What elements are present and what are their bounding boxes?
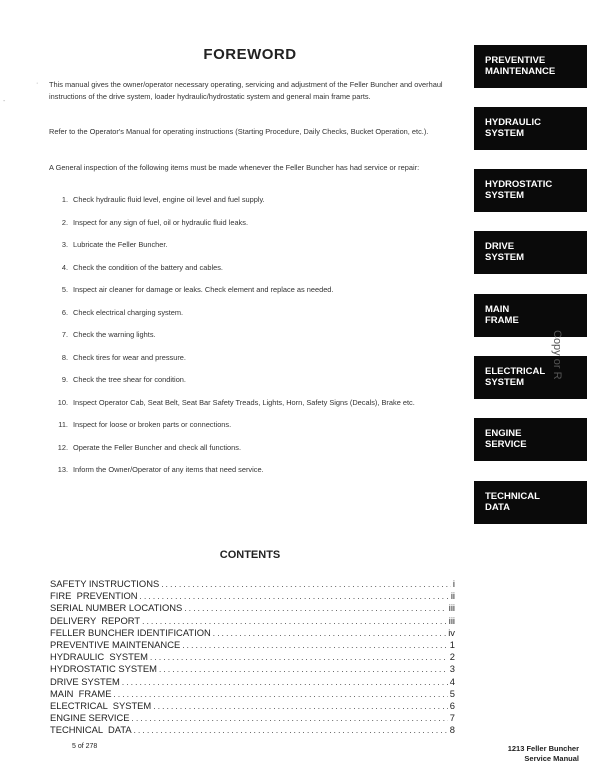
intro-paragraph-1: This manual gives the owner/operator necessary operating, servicing and adjustment of the Feller Buncher and overhaul instructions of the drive system, loader hydraulic/hydrostatic system and general main frame parts.: [49, 80, 443, 101]
list-item: 12. Operate the Feller Buncher and check all functions.: [57, 442, 242, 452]
toc-entry[interactable]: SAFETY INSTRUCTIONS . . . i: [50, 578, 455, 590]
tab-technical-data[interactable]: TECHNICAL DATA: [474, 481, 587, 524]
tab-engine-service[interactable]: ENGINE SERVICE: [474, 418, 587, 461]
list-item: 3. Lubricate the Feller Buncher.: [61, 240, 168, 249]
list-item: 4. Check the condition of the battery and cables.: [61, 262, 223, 272]
page-counter: 5 of 278: [72, 743, 98, 750]
copyright-watermark: Copy or R: [551, 330, 563, 380]
manual-footer: [508, 744, 579, 764]
intro-paragraph-2: Refer to the Operator's Manual for operating instructions (Starting Procedure, Daily Checks, Bucket Operation, etc.).: [49, 127, 429, 136]
list-item: 5. Inspect air cleaner for damage or leaks. Check element and replace as needed.: [61, 285, 334, 294]
toc-entry[interactable]: ELECTRICAL SYSTEM . . . 6: [50, 700, 455, 712]
toc-entry[interactable]: MAIN FRAME . . . 5: [50, 688, 455, 700]
list-item: 10. Inspect Operator Cab, Seat Belt, Seat Bar Safety Treads, Lights, Horn, Safety Signs (Decals), Brake etc.: [57, 397, 415, 407]
toc-entry[interactable]: ENGINE SERVICE . . . 7: [50, 712, 455, 724]
toc-entry[interactable]: HYDRAULIC SYSTEM . . . 2: [50, 651, 455, 663]
page-title: FOREWORD: [203, 46, 297, 63]
tab-hydraulic-system[interactable]: HYDRAULIC SYSTEM: [474, 107, 587, 150]
list-item: 9. Check the tree shear for condition.: [61, 375, 186, 384]
toc-entry[interactable]: SERIAL NUMBER LOCATIONS . . . iii: [50, 602, 455, 614]
intro-paragraph-3: A General inspection of the following items must be made whenever the Feller Buncher has had service or repair:: [49, 163, 420, 172]
margin-mark: -: [3, 98, 6, 105]
list-item: 8. Check tires for wear and pressure.: [61, 352, 186, 362]
toc-entry[interactable]: HYDROSTATIC SYSTEM . . . 3: [50, 663, 455, 675]
list-item: 11. Inspect for loose or broken parts or connections.: [58, 420, 232, 429]
tab-drive-system[interactable]: DRIVE SYSTEM: [474, 231, 587, 274]
toc-entry[interactable]: DRIVE SYSTEM . . . 4: [50, 676, 455, 688]
contents-heading: CONTENTS: [219, 549, 281, 561]
tab-electrical-system[interactable]: ELECTRICAL SYSTEM: [474, 356, 587, 399]
tab-preventive-maintenance[interactable]: PREVENTIVE MAINTENANCE: [474, 45, 587, 88]
list-item: 7. Check the warning lights.: [61, 330, 156, 339]
table-of-contents: [50, 578, 455, 736]
tab-main-frame[interactable]: MAIN FRAME: [474, 294, 587, 337]
list-item: 13. Inform the Owner/Operator of any items that need service.: [57, 465, 264, 474]
toc-entry[interactable]: FIRE PREVENTION . . . ii: [50, 590, 455, 602]
footer-model: 1213 Feller Buncher: [507, 744, 579, 753]
toc-entry[interactable]: DELIVERY REPORT . . . iii: [50, 615, 455, 627]
toc-entry[interactable]: PREVENTIVE MAINTENANCE . . . 1: [50, 639, 455, 651]
footer-manual-type: Service Manual: [524, 754, 579, 763]
toc-entry[interactable]: TECHNICAL DATA . . . 8: [50, 724, 455, 736]
list-item: 2. Inspect for any sign of fuel, oil or hydraulic fluid leaks.: [61, 217, 249, 227]
list-item: 1. Check hydraulic fluid level, engine oil level and fuel supply.: [61, 195, 265, 204]
tab-hydrostatic-system[interactable]: HYDROSTATIC SYSTEM: [474, 169, 587, 212]
list-item: 6. Check electrical charging system.: [61, 307, 184, 317]
toc-entry[interactable]: FELLER BUNCHER IDENTIFICATION . . . iv: [50, 627, 455, 639]
bullet-marker: ·: [36, 80, 39, 87]
